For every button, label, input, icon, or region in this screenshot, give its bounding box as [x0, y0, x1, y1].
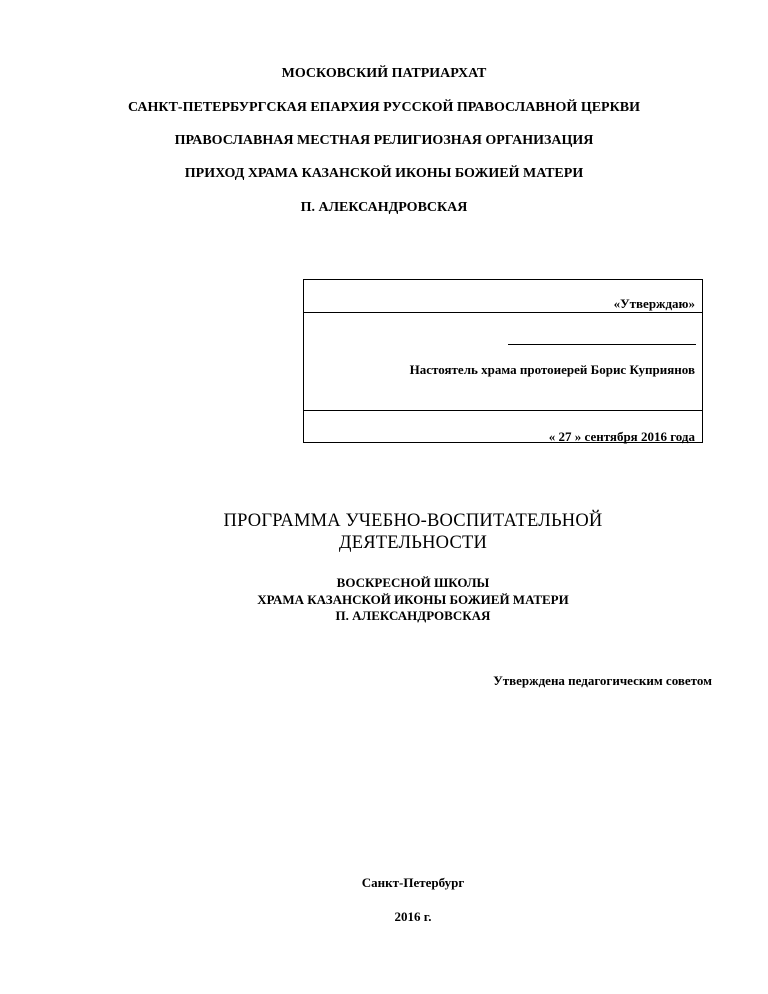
- approval-label: «Утверждаю»: [613, 296, 695, 311]
- subtitle-settlement: П. АЛЕКСАНДРОВСКАЯ: [335, 608, 491, 623]
- header-patriarchate: МОСКОВСКИЙ ПАТРИАРХАТ: [281, 66, 487, 81]
- footer-city: Санкт-Петербург: [361, 875, 465, 890]
- footer-year: 2016 г.: [394, 909, 432, 924]
- header-diocese: САНКТ-ПЕТЕРБУРГСКАЯ ЕПАРХИЯ РУССКОЙ ПРАВОСЛАВНОЙ ЦЕРКВИ: [128, 100, 640, 115]
- header-parish: ПРИХОД ХРАМА КАЗАНСКОЙ ИКОНЫ БОЖИЕЙ МАТЕРИ: [184, 166, 584, 181]
- approval-date: « 27 » сентября 2016 года: [548, 429, 695, 444]
- approval-divider-bottom: [304, 410, 702, 411]
- signature-line: [508, 344, 696, 345]
- council-approval-note: Утверждена педагогическим советом: [493, 673, 712, 688]
- approval-box: [303, 279, 703, 443]
- approval-divider-top: [304, 312, 702, 313]
- approval-rector: Настоятель храма протоиерей Борис Куприянов: [409, 362, 695, 377]
- document-title-line1: ПРОГРАММА УЧЕБНО-ВОСПИТАТЕЛЬНОЙ: [223, 511, 603, 531]
- document-title-line2: ДЕЯТЕЛЬНОСТИ: [338, 533, 488, 553]
- subtitle-church: ХРАМА КАЗАНСКОЙ ИКОНЫ БОЖИЕЙ МАТЕРИ: [257, 592, 569, 607]
- subtitle-school: ВОСКРЕСНОЙ ШКОЛЫ: [336, 575, 490, 590]
- header-settlement: П. АЛЕКСАНДРОВСКАЯ: [300, 200, 468, 215]
- header-organization: ПРАВОСЛАВНАЯ МЕСТНАЯ РЕЛИГИОЗНАЯ ОРГАНИЗАЦИЯ: [174, 133, 594, 148]
